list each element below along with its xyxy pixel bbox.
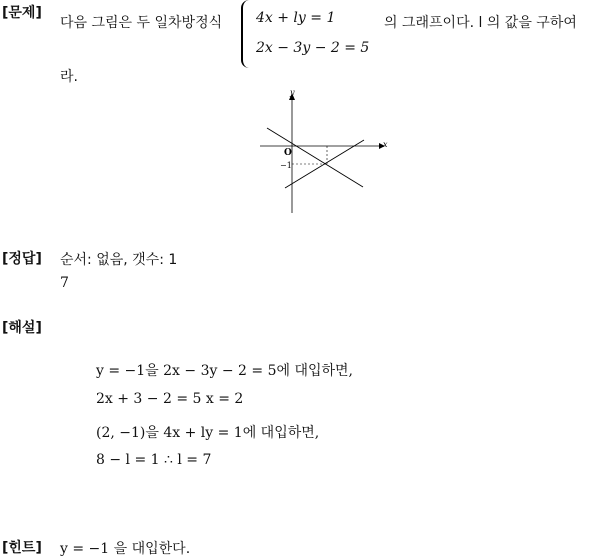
solution-line-1: y = −1을 2x − 3y − 2 = 5에 대입하면, xyxy=(96,363,353,379)
graph-line-descending xyxy=(267,128,363,187)
answer-value: 7 xyxy=(60,275,69,291)
solution-line-4: 8 − l = 1 ∴ l = 7 xyxy=(96,452,212,468)
system-brace xyxy=(241,0,255,68)
origin-label: O xyxy=(284,148,292,158)
answer-label: [정답] xyxy=(2,251,42,267)
solution-line-3: (2, −1)을 4x + ly = 1에 대입하면, xyxy=(96,425,320,441)
hint-text: y = −1 을 대입한다. xyxy=(60,541,191,557)
equation-2: 2x − 3y − 2 = 5 xyxy=(256,40,370,56)
problem-text-before: 다음 그림은 두 일차방정식 xyxy=(60,15,223,31)
problem-text-end: 라. xyxy=(60,69,78,85)
solution-line-2: 2x + 3 − 2 = 5 x = 2 xyxy=(96,391,244,407)
equation-1: 4x + ly = 1 xyxy=(256,10,336,26)
answer-line-1: 순서: 없음, 갯수: 1 xyxy=(60,252,178,268)
y-tick-label: −1 xyxy=(280,161,292,170)
y-axis-label: y xyxy=(290,88,295,97)
problem-label: [문제] xyxy=(2,5,42,21)
x-axis-label: x xyxy=(383,140,388,149)
solution-label: [해설] xyxy=(2,320,42,336)
hint-label: [힌트] xyxy=(2,540,42,556)
problem-text-after: 의 그래프이다. l 의 값을 구하여 xyxy=(384,15,577,31)
graph-figure xyxy=(255,88,395,218)
